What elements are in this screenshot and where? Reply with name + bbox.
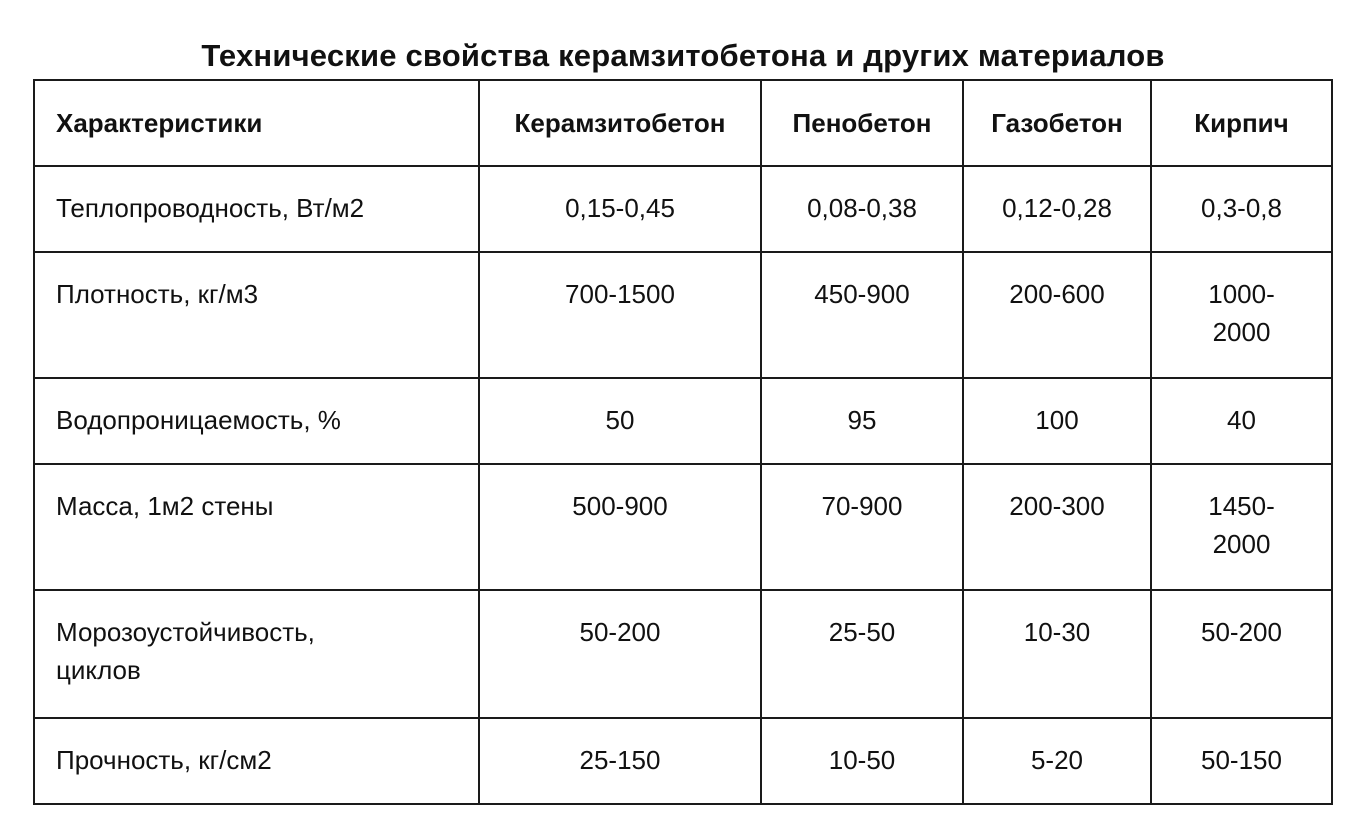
table-cell: 700-1500	[479, 252, 761, 378]
column-header-aerated-concrete: Газобетон	[963, 80, 1151, 166]
row-label-thermal-conductivity: Теплопроводность, Вт/м2	[34, 166, 479, 252]
column-header-expanded-clay-concrete: Керамзитобетон	[479, 80, 761, 166]
table-cell: 500-900	[479, 464, 761, 590]
table-row	[34, 464, 1332, 590]
table-row	[34, 378, 1332, 464]
table-row	[34, 166, 1332, 252]
column-header-brick: Кирпич	[1151, 80, 1332, 166]
table-cell: 25-150	[479, 718, 761, 804]
table-cell: 10-30	[963, 590, 1151, 718]
table-cell: 50-150	[1151, 718, 1332, 804]
row-label-frost-resistance: Морозоустойчивость, циклов	[34, 590, 479, 718]
table-row	[34, 590, 1332, 718]
table-cell: 25-50	[761, 590, 963, 718]
column-header-characteristics: Характеристики	[34, 80, 479, 166]
table-cell: 50-200	[479, 590, 761, 718]
table-cell: 200-300	[963, 464, 1151, 590]
column-header-foam-concrete: Пенобетон	[761, 80, 963, 166]
table-cell: 5-20	[963, 718, 1151, 804]
row-label-wall-mass: Масса, 1м2 стены	[34, 464, 479, 590]
materials-properties-table	[33, 79, 1333, 805]
table-cell: 95	[761, 378, 963, 464]
table-cell: 100	[963, 378, 1151, 464]
table-cell: 50-200	[1151, 590, 1332, 718]
table-cell: 450-900	[761, 252, 963, 378]
table-cell: 50	[479, 378, 761, 464]
table-row	[34, 252, 1332, 378]
table-cell: 70-900	[761, 464, 963, 590]
table-cell: 10-50	[761, 718, 963, 804]
table-cell: 40	[1151, 378, 1332, 464]
table-row	[34, 718, 1332, 804]
table-cell: 200-600	[963, 252, 1151, 378]
row-label-water-permeability: Водопроницаемость, %	[34, 378, 479, 464]
row-label-strength: Прочность, кг/см2	[34, 718, 479, 804]
row-label-density: Плотность, кг/м3	[34, 252, 479, 378]
table-cell: 1450- 2000	[1151, 464, 1332, 590]
table-cell: 0,12-0,28	[963, 166, 1151, 252]
table-cell: 0,3-0,8	[1151, 166, 1332, 252]
table-cell: 1000- 2000	[1151, 252, 1332, 378]
table-header-row	[34, 80, 1332, 166]
table-cell: 0,08-0,38	[761, 166, 963, 252]
table-cell: 0,15-0,45	[479, 166, 761, 252]
page-title: Технические свойства керамзитобетона и других материалов	[201, 38, 1165, 73]
